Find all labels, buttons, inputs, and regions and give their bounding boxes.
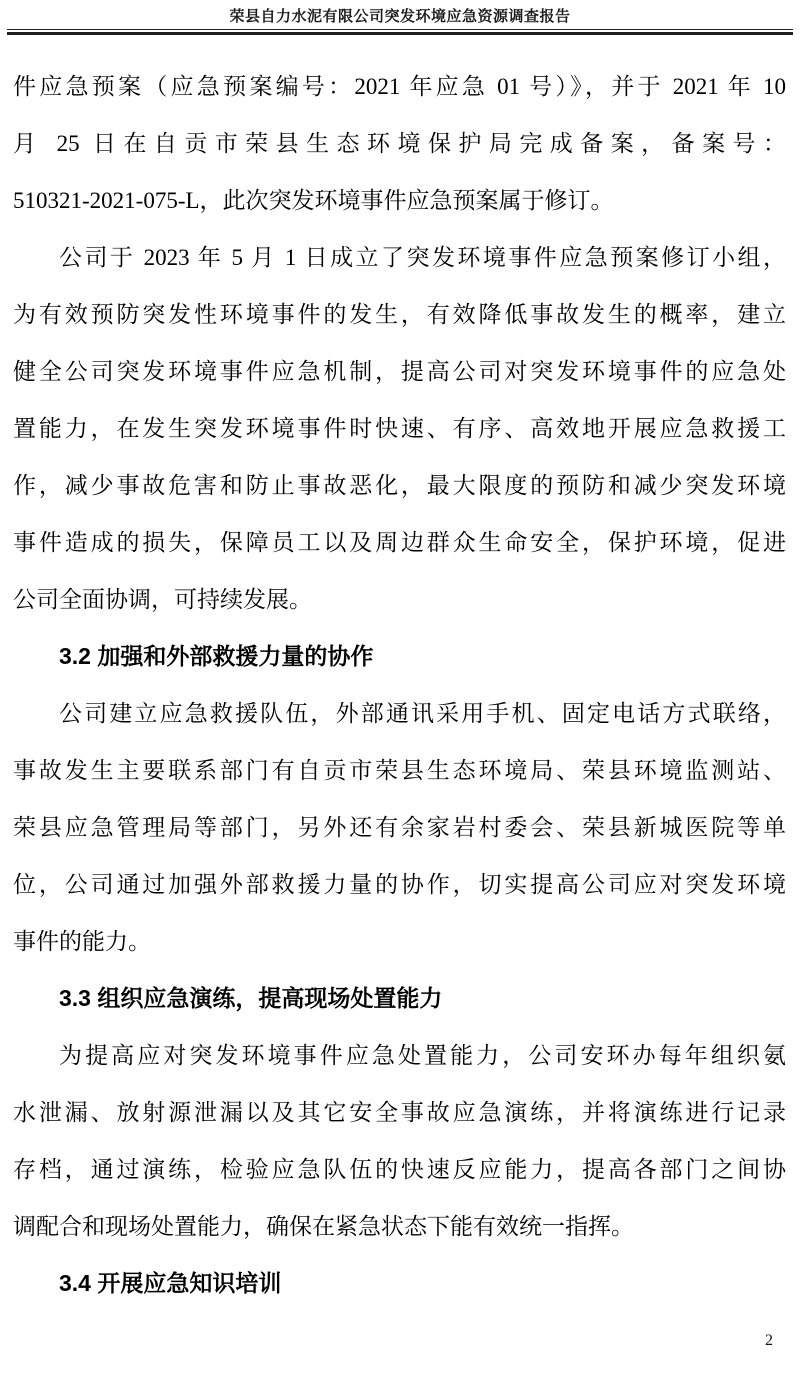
para2-line-6: 事件造成的损失，保障员工以及周边群众生命安全，保护环境，促进 <box>13 530 786 555</box>
para2-line-2: 为有效预防突发性环境事件的发生，有效降低事故发生的概率，建立 <box>13 302 786 327</box>
para2-line-7: 公司全面协调，可持续发展。 <box>13 587 312 612</box>
header-title: 荣县自力水泥有限公司突发环境应急资源调查报告 <box>229 9 571 25</box>
para2-line-4: 置能力，在发生突发环境事件时快速、有序、高效地开展应急救援工 <box>13 416 786 441</box>
section-heading-3-2: 3.2 加强和外部救援力量的协作 <box>59 643 374 669</box>
para3-line-2: 事故发生主要联系部门有自贡市荣县生态环境局、荣县环境监测站、 <box>13 758 786 783</box>
page-number: 2 <box>765 1332 773 1349</box>
para4-line-4: 调配合和现场处置能力，确保在紧急状态下能有效统一指挥。 <box>13 1214 634 1239</box>
para1-line-2: 月 25 日在自贡市荣县生态环境保护局完成备案，备案号： <box>13 131 786 156</box>
para1-line-1: 件应急预案（应急预案编号：2021 年应急 01 号）》，并于 2021 年 10 <box>13 74 786 99</box>
para3-line-1: 公司建立应急救援队伍，外部通讯采用手机、固定电话方式联络， <box>59 701 786 726</box>
section-heading-3-3: 3.3 组织应急演练，提高现场处置能力 <box>59 985 443 1011</box>
para4-line-3: 存档，通过演练，检验应急队伍的快速反应能力，提高各部门之间协 <box>13 1157 786 1182</box>
para3-line-4: 位，公司通过加强外部救援力量的协作，切实提高公司应对突发环境 <box>13 872 786 897</box>
para4-line-1: 为提高应对突发环境事件应急处置能力，公司安环办每年组织氨 <box>59 1043 786 1068</box>
para2-line-1: 公司于 2023 年 5 月 1 日成立了突发环境事件应急预案修订小组， <box>59 245 786 270</box>
header-divider <box>7 29 793 35</box>
para2-line-5: 作，减少事故危害和防止事故恶化，最大限度的预防和减少突发环境 <box>13 473 786 498</box>
para2-line-3: 健全公司突发环境事件应急机制，提高公司对突发环境事件的应急处 <box>13 359 786 384</box>
para1-line-3: 510321-2021-075-L，此次突发环境事件应急预案属于修订。 <box>13 188 614 213</box>
document-body <box>13 58 786 1312</box>
para4-line-2: 水泄漏、放射源泄漏以及其它安全事故应急演练，并将演练进行记录 <box>13 1100 786 1125</box>
para3-line-5: 事件的能力。 <box>13 929 151 954</box>
page-header <box>0 0 800 35</box>
para3-line-3: 荣县应急管理局等部门，另外还有余家岩村委会、荣县新城医院等单 <box>13 815 786 840</box>
section-heading-3-4: 3.4 开展应急知识培训 <box>59 1270 282 1296</box>
